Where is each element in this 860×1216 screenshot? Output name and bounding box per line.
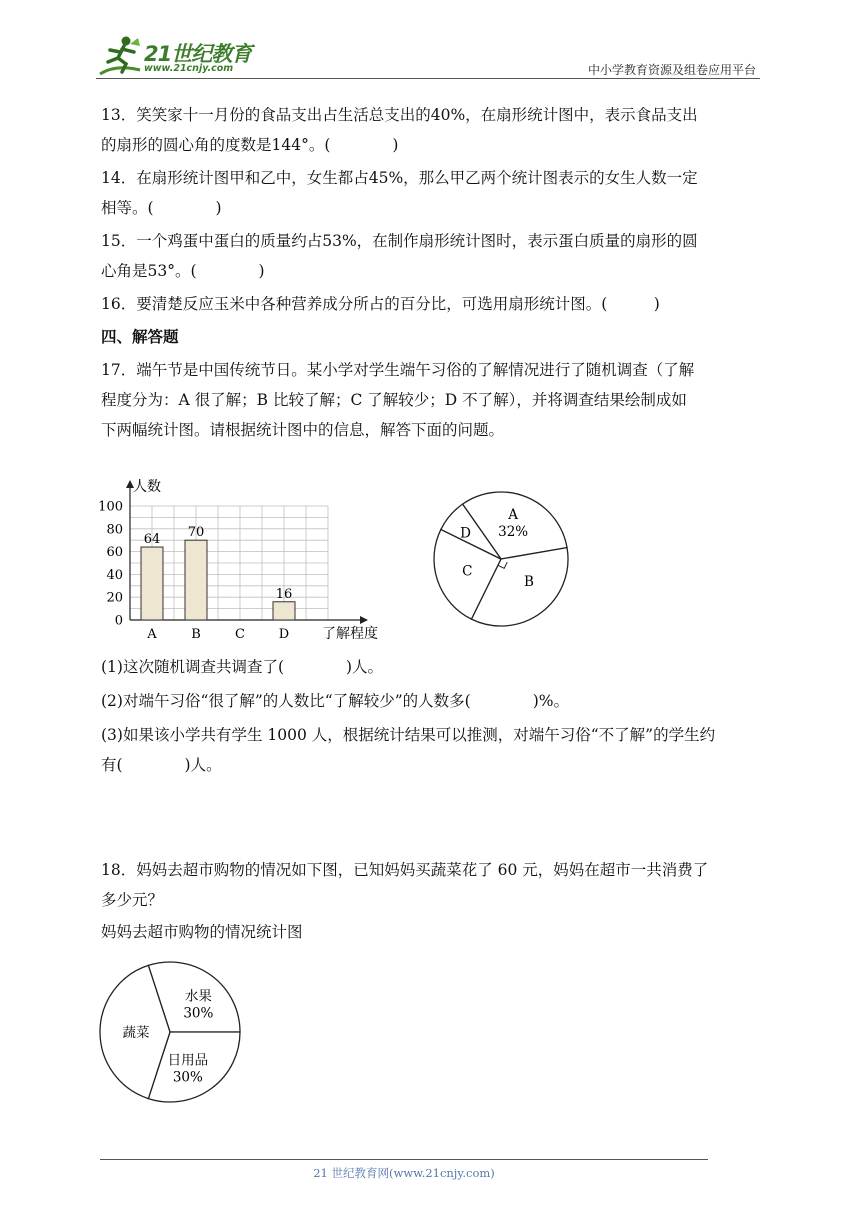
question-17-subparts: [101, 652, 761, 780]
q14-line1: 14．在扇形统计图甲和乙中，女生都占45%，那么甲乙两个统计图表示的女生人数一定: [101, 169, 698, 187]
pie-chart-shopping: [98, 960, 246, 1108]
footer-text[interactable]: 21 世纪教育网(www.21cnjy.com): [313, 1166, 495, 1180]
pie-slice-label: D: [460, 525, 472, 542]
bar-chart: [90, 476, 400, 646]
logo-url: www.21cnjy.com: [144, 63, 234, 74]
q17-line2: 程度分为：A 很了解；B 比较了解；C 了解较少；D 不了解），并将调查结果绘制成如: [101, 391, 687, 409]
x-axis-arrow: [360, 616, 368, 624]
question-18: [101, 855, 761, 947]
q17-part3-line1: (3)如果该小学共有学生 1000 人，根据统计结果可以推测，对端午习俗“不了解”的学生约: [101, 726, 716, 744]
pie-slice-label: A: [508, 507, 519, 524]
pie-slice-label: B: [524, 574, 534, 591]
q17-part1: (1)这次随机调查共调查了( )人。: [101, 658, 384, 676]
page-header: [96, 34, 760, 80]
q18-chart-title: 妈妈去超市购物的情况统计图: [101, 923, 303, 941]
bar-value-label: 16: [275, 586, 293, 602]
header-divider: [96, 78, 760, 79]
bar: [273, 602, 295, 620]
q13-line2: 的扇形的圆心角的度数是144°。( ): [101, 136, 399, 154]
footer-divider: [100, 1159, 708, 1160]
pie-chart-survey: [430, 485, 572, 633]
y-tick-label: 100: [98, 499, 123, 515]
x-tick-label: C: [235, 627, 245, 642]
q15-line1: 15．一个鸡蛋中蛋白的质量约占53%，在制作扇形统计图时，表示蛋白质量的扇形的圆: [101, 232, 698, 250]
bar: [141, 547, 163, 620]
y-axis-label: 人数: [133, 479, 161, 495]
section-title: 四、解答题: [101, 328, 179, 346]
q17-line1: 17．端午节是中国传统节日。某小学对学生端午习俗的了解情况进行了随机调查（了解: [101, 361, 695, 379]
y-tick-label: 60: [106, 545, 123, 561]
pie-percent-label: 30%: [183, 1005, 214, 1022]
pie-percent-label: 30%: [172, 1069, 203, 1086]
bar-chart-axes: [98, 480, 368, 642]
q15-line2: 心角是53°。( ): [101, 262, 265, 280]
logo-title: 21世纪教育: [144, 42, 252, 66]
x-axis-label: 了解程度: [322, 626, 378, 642]
y-tick-label: 0: [114, 613, 123, 629]
pie-slice-label: 蔬菜: [122, 1025, 150, 1041]
pie-slice-label: 水果: [184, 988, 212, 1005]
q18-line1: 18．妈妈去超市购物的情况如下图，已知妈妈买蔬菜花了 60 元，妈妈在超市一共消费了: [101, 861, 709, 879]
q13-line1: 13．笑笑家十一月份的食品支出占生活总支出的40%，在扇形统计图中，表示食品支出: [101, 106, 698, 124]
bar-value-label: 64: [143, 532, 161, 548]
platform-name: 中小学教育资源及组卷应用平台: [587, 63, 756, 77]
bar: [185, 540, 207, 620]
q17-part3-line2: 有( )人。: [101, 756, 222, 774]
runner-logo-icon: [96, 34, 144, 80]
q18-line2: 多少元？: [101, 891, 164, 909]
y-tick-label: 40: [106, 567, 123, 583]
question-block-upper: [101, 100, 761, 445]
x-tick-label: A: [147, 627, 157, 642]
pie-slice-label: 日用品: [167, 1052, 209, 1069]
bar-value-label: 70: [187, 525, 205, 541]
y-tick-label: 20: [106, 590, 123, 606]
q17-line3: 下两幅统计图。请根据统计图中的信息，解答下面的问题。: [101, 421, 505, 439]
q17-part2: (2)对端午习俗“很了解”的人数比“了解较少”的人数多( )%。: [101, 692, 569, 710]
q16-text: 16．要清楚反应玉米中各种营养成分所占的百分比，可选用扇形统计图。( ): [101, 295, 660, 313]
site-logo[interactable]: [96, 34, 266, 80]
q14-line2: 相等。( ): [101, 199, 222, 217]
pie-slice-label: C: [462, 563, 473, 580]
x-tick-label: D: [278, 627, 290, 642]
x-tick-label: B: [191, 627, 201, 642]
pie-percent-label: 32%: [498, 524, 529, 541]
y-tick-label: 80: [106, 522, 123, 538]
